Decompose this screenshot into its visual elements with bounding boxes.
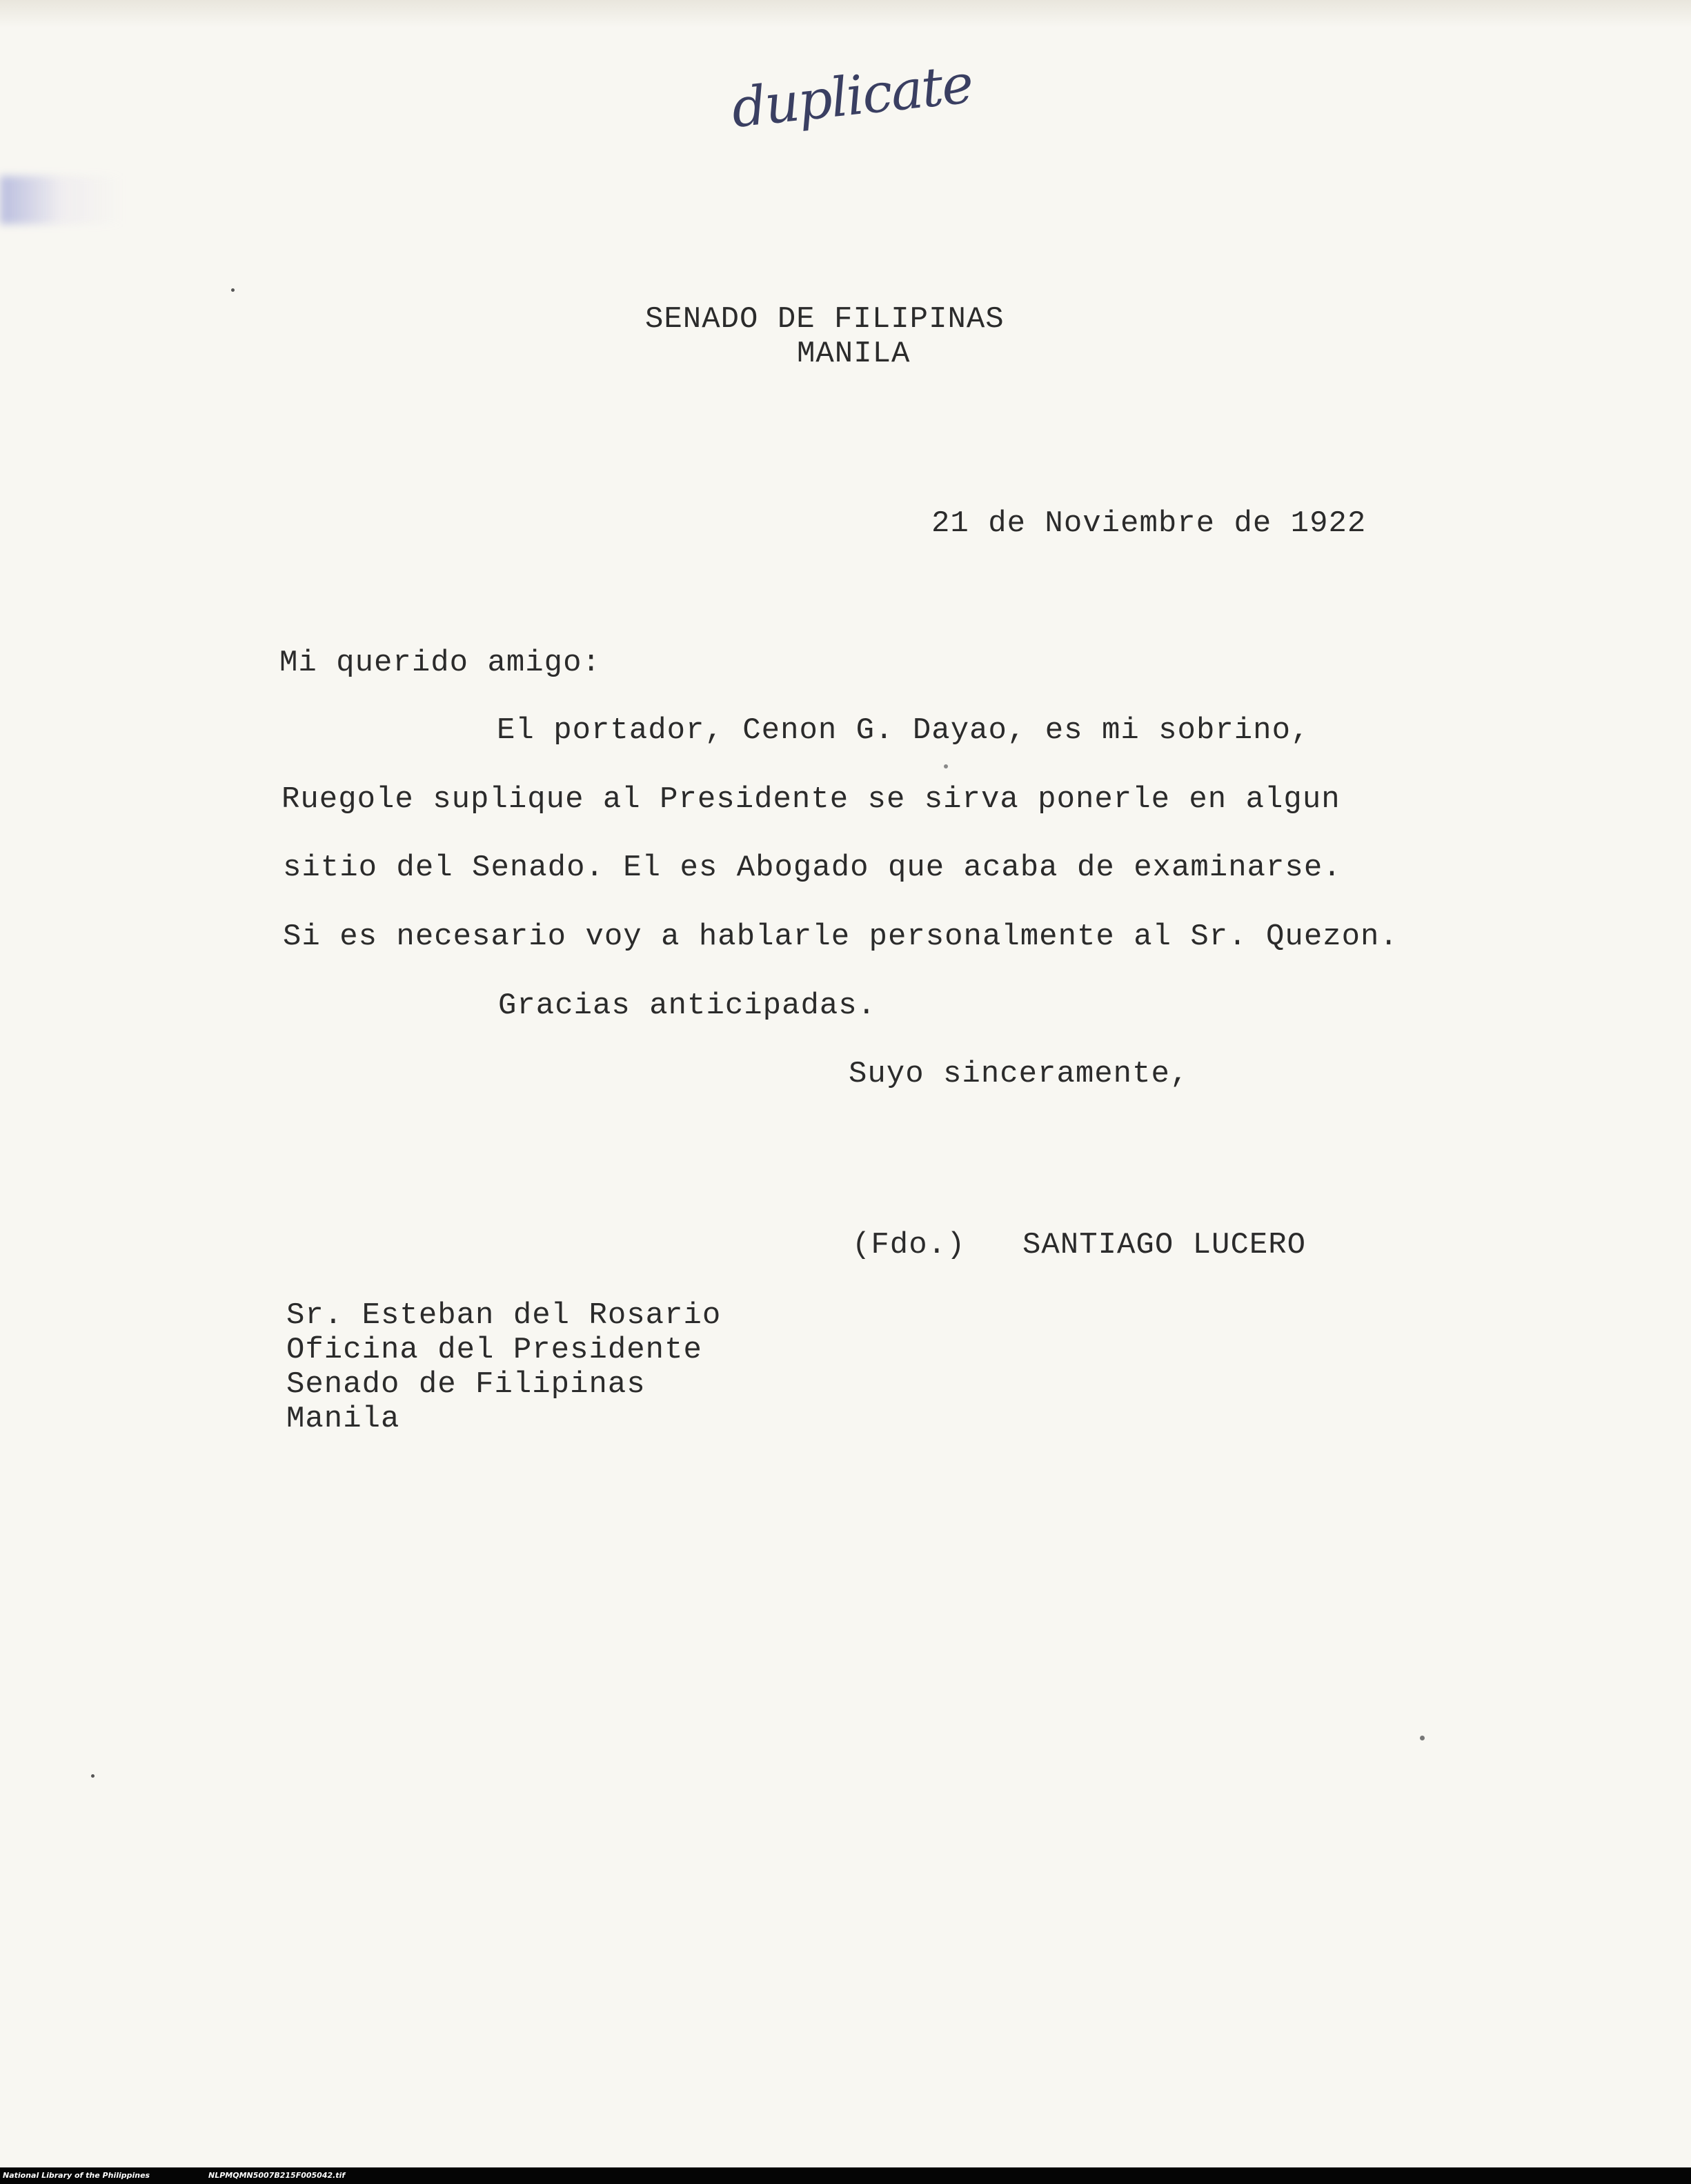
scan-speck — [944, 764, 948, 768]
scan-edge-top — [0, 0, 1691, 28]
letterhead-line-2: MANILA — [797, 337, 911, 371]
recipient-line-2: Oficina del Presidente — [286, 1333, 702, 1367]
signature-name: SANTIAGO LUCERO — [1022, 1228, 1307, 1262]
body-line-5: Gracias anticipadas. — [498, 989, 877, 1023]
recipient-line-4: Manila — [286, 1402, 400, 1436]
scan-stain — [0, 176, 124, 224]
scan-speck — [91, 1774, 95, 1778]
recipient-line-3: Senado de Filipinas — [286, 1367, 646, 1402]
letter-date: 21 de Noviembre de 1922 — [931, 506, 1367, 541]
scan-speck — [231, 288, 235, 292]
body-line-1: El portador, Cenon G. Dayao, es mi sobrino, — [497, 713, 1310, 748]
salutation: Mi querido amigo: — [279, 646, 601, 680]
footer-file-id: NLPMQMN5007B215F005042.tif — [208, 2171, 346, 2180]
body-line-4: Si es necesario voy a hablarle personalmente al Sr. Quezon. — [283, 920, 1398, 954]
footer-institution: National Library of the Philippines — [3, 2171, 150, 2180]
body-line-2: Ruegole suplique al Presidente se sirva ponerle en algun — [281, 782, 1341, 817]
body-line-3: sitio del Senado. El es Abogado que acaba de examinarse. — [283, 851, 1342, 885]
recipient-line-1: Sr. Esteban del Rosario — [286, 1298, 722, 1333]
signature-prefix: (Fdo.) — [852, 1228, 966, 1262]
handwritten-annotation: duplicate — [729, 52, 976, 141]
closing: Suyo sinceramente, — [849, 1057, 1189, 1091]
letterhead-line-1: SENADO DE FILIPINAS — [645, 302, 1005, 337]
scan-speck — [1420, 1736, 1425, 1740]
scan-footer-bar — [0, 2167, 1691, 2184]
